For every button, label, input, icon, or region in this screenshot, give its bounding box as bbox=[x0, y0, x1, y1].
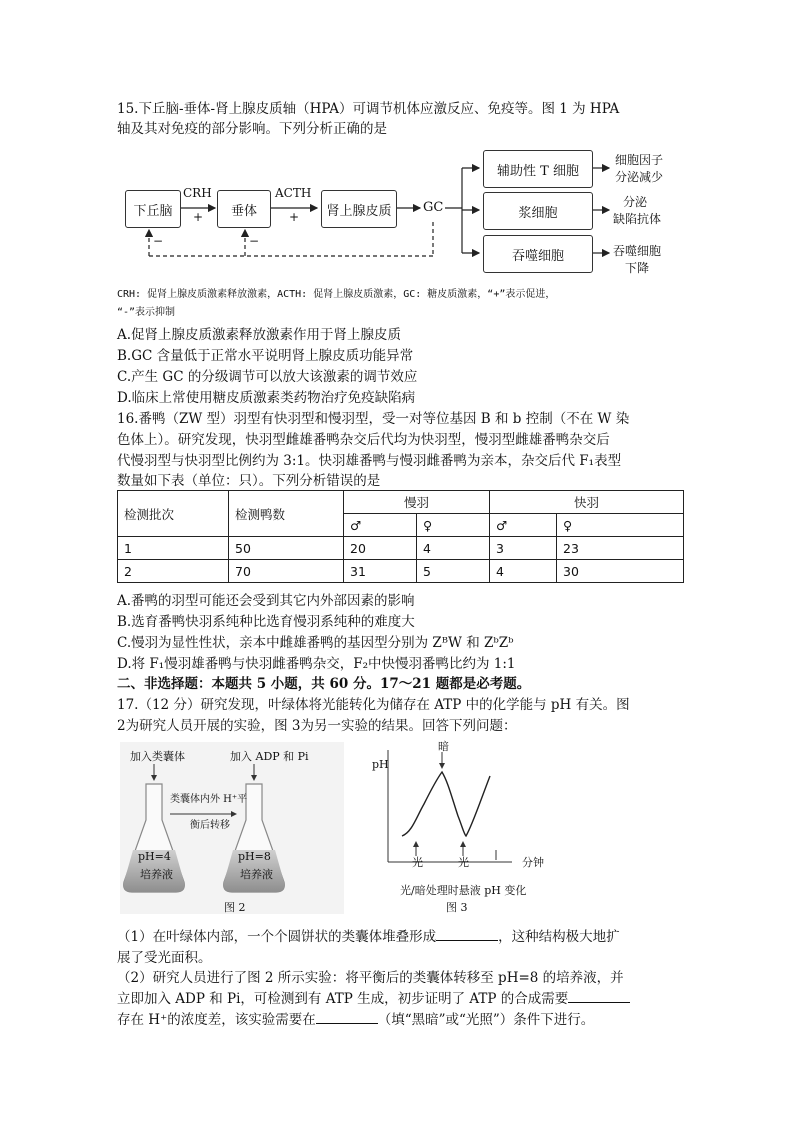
fast-male-cell: 4 bbox=[490, 560, 557, 583]
effect2-line2: 缺陷抗体 bbox=[613, 212, 662, 226]
dark-label: 暗 bbox=[438, 740, 449, 753]
slow-female-cell: 5 bbox=[417, 560, 490, 583]
flask2-medium-label: 培养液 bbox=[240, 868, 273, 881]
count-cell: 70 bbox=[229, 560, 344, 583]
q16-stem-line3: 代慢羽型与快羽型比例约为 3:1。快羽雄番鸭与慢羽雌番鸭为亲本，杂交后代 F₁表型 bbox=[117, 453, 622, 469]
q16-option-b: B.选育番鸭快羽系纯种比选育慢羽系纯种的难度大 bbox=[117, 614, 415, 630]
effect2-line1: 分泌 bbox=[623, 195, 648, 209]
table-row bbox=[118, 560, 684, 583]
slow-male-header: ♂ bbox=[344, 514, 417, 537]
minutes-axis-label: 分钟 bbox=[522, 856, 544, 869]
flask2-ph-label: pH=8 bbox=[238, 850, 271, 863]
q15-stem-line2: 轴及其对免疫的部分影响。下列分析正确的是 bbox=[117, 121, 387, 137]
minus-sign-2: − bbox=[249, 234, 260, 248]
adrenal-cortex-box: 肾上腺皮质 bbox=[321, 190, 397, 228]
figure3 bbox=[372, 742, 572, 914]
transfer-label-line1: 类囊体内外 H⁺平 bbox=[170, 794, 248, 805]
q16-stem-line2: 色体上）。研究发现，快羽型雌雄番鸭杂交后代均为快羽型，慢羽型雌雄番鸭杂交后 bbox=[117, 432, 610, 448]
q15-note-line1: CRH: 促肾上腺皮质激素释放激素，ACTH: 促肾上腺皮质激素，GC: 糖皮质激素，“+”表示促进， bbox=[117, 289, 556, 300]
gc-label: GC bbox=[423, 200, 444, 215]
slow-male-cell: 31 bbox=[344, 560, 417, 583]
plasma-cell-box: 浆细胞 bbox=[483, 192, 593, 230]
fast-female-cell: 23 bbox=[557, 537, 684, 560]
q16-option-a: A.番鸭的羽型可能还会受到其它内外部因素的影响 bbox=[117, 593, 415, 609]
helper-t-cell-box: 辅助性 T 细胞 bbox=[483, 150, 593, 188]
light-label-1: 光 bbox=[412, 856, 423, 869]
fast-female-header: ♀ bbox=[557, 514, 684, 537]
slow-female-header: ♀ bbox=[417, 514, 490, 537]
figure2 bbox=[120, 742, 344, 914]
hypothalamus-box: 下丘脑 bbox=[125, 190, 181, 228]
table-header-row bbox=[118, 491, 684, 514]
batch-cell: 1 bbox=[118, 537, 229, 560]
q17-stem-line1: 17.（12 分）研究发现，叶绿体将光能转化为储存在 ATP 中的化学能与 pH 有关。图 bbox=[117, 697, 630, 713]
add-thylakoid-label: 加入类囊体 bbox=[130, 750, 185, 763]
q17-sub2-text-c: 存在 H⁺的浓度差，该实验需要在 bbox=[117, 1012, 316, 1028]
batch-cell: 2 bbox=[118, 560, 229, 583]
q16-stem-line4: 数量如下表（单位：只）。下列分析错误的是 bbox=[117, 473, 381, 489]
q17-sub2-text-d: （填“黑暗”或“光照”）条件下进行。 bbox=[377, 1012, 595, 1028]
effect1-line1: 细胞因子 bbox=[615, 153, 664, 167]
plus-sign-2: + bbox=[289, 210, 300, 224]
fast-male-header: ♂ bbox=[490, 514, 557, 537]
q17-sub1-text-a: （1）在叶绿体内部，一个个圆饼状的类囊体堆叠形成 bbox=[117, 929, 437, 945]
fast-male-cell: 3 bbox=[490, 537, 557, 560]
effect3-line2: 下降 bbox=[625, 261, 650, 275]
transfer-label-line2: 衡后转移 bbox=[190, 820, 230, 831]
col-count-header: 检测鸭数 bbox=[229, 491, 344, 537]
q15-option-c: C.产生 GC 的分级调节可以放大该激素的调节效应 bbox=[117, 369, 418, 385]
effect3-line1: 吞噬细胞 bbox=[613, 244, 662, 258]
figure3-caption: 图 3 bbox=[446, 901, 468, 914]
q16-option-c: C.慢羽为显性性状，亲本中雌雄番鸭的基因型分别为 ZᴮW 和 ZᵇZᵇ bbox=[117, 635, 514, 651]
q17-sub1-text-b: ，这种结构极大地扩 bbox=[498, 929, 620, 945]
add-adp-label: 加入 ADP 和 Pi bbox=[230, 750, 309, 763]
q17-sub2-line1: （2）研究人员进行了图 2 所示实验：将平衡后的类囊体转移至 pH=8 的培养液，并 bbox=[117, 970, 624, 986]
q17-sub2-text-a: 立即加入 ADP 和 Pi，可检测到有 ATP 生成，初步证明了 ATP 的合成需要 bbox=[117, 991, 569, 1007]
q16-stem-line1: 16.番鸭（ZW 型）羽型有快羽型和慢羽型，受一对等位基因 B 和 b 控制（不在 W 染 bbox=[117, 411, 630, 427]
q16-option-d: D.将 F₁慢羽雄番鸭与快羽雌番鸭杂交，F₂中快慢羽番鸭比约为 1:1 bbox=[117, 656, 516, 672]
crh-label: CRH bbox=[183, 186, 212, 200]
ph-axis-label: pH bbox=[372, 758, 389, 771]
table-row bbox=[118, 537, 684, 560]
effect1-line2: 分泌减少 bbox=[615, 170, 664, 184]
q17-sub2-line3 bbox=[117, 1009, 594, 1031]
q16-data-table bbox=[117, 490, 684, 583]
q17-sub1-line2: 展了受光面积。 bbox=[117, 950, 212, 966]
acth-label: ACTH bbox=[275, 186, 312, 200]
figure3-subtitle: 光/暗处理时悬液 pH 变化 bbox=[400, 884, 527, 897]
minus-sign-1: − bbox=[153, 234, 164, 248]
q15-option-d: D.临床上常使用糖皮质激素类药物治疗免疫缺陷病 bbox=[117, 390, 416, 406]
slow-female-cell: 4 bbox=[417, 537, 490, 560]
plus-sign-1: + bbox=[193, 210, 204, 224]
col-batch-header: 检测批次 bbox=[118, 491, 229, 537]
q15-note-line2: “-”表示抑制 bbox=[117, 307, 176, 318]
answer-blank-2[interactable] bbox=[568, 988, 630, 1003]
q17-sub2-line2 bbox=[117, 988, 630, 1010]
pituitary-box: 垂体 bbox=[217, 190, 271, 228]
flask1-medium-label: 培养液 bbox=[140, 868, 173, 881]
q17-stem-line2: 2为研究人员开展的实验，图 3为另一实验的结果。回答下列问题： bbox=[117, 718, 517, 734]
phagocyte-box: 吞噬细胞 bbox=[483, 235, 593, 273]
q17-sub1-line1 bbox=[117, 926, 620, 948]
q15-option-b: B.GC 含量低于正常水平说明肾上腺皮质功能异常 bbox=[117, 348, 414, 364]
light-label-2: 光 bbox=[458, 856, 469, 869]
q15-stem-line1: 15.下丘脑-垂体-肾上腺皮质轴（HPA）可调节机体应激反应、免疫等。图 1 为 HPA bbox=[117, 101, 620, 117]
section2-heading: 二、非选择题：本题共 5 小题，共 60 分。17～21 题都是必考题。 bbox=[117, 676, 531, 692]
fast-female-cell: 30 bbox=[557, 560, 684, 583]
flask-drawing bbox=[120, 742, 344, 914]
q15-option-a: A.促肾上腺皮质激素释放激素作用于肾上腺皮质 bbox=[117, 327, 402, 343]
count-cell: 50 bbox=[229, 537, 344, 560]
col-slow-header: 慢羽 bbox=[344, 491, 490, 514]
slow-male-cell: 20 bbox=[344, 537, 417, 560]
col-fast-header: 快羽 bbox=[490, 491, 684, 514]
answer-blank-3[interactable] bbox=[316, 1009, 378, 1024]
answer-blank-1[interactable] bbox=[436, 926, 498, 941]
figure2-caption: 图 2 bbox=[224, 901, 246, 914]
flask1-ph-label: pH=4 bbox=[138, 850, 171, 863]
hpa-diagram bbox=[117, 148, 687, 284]
